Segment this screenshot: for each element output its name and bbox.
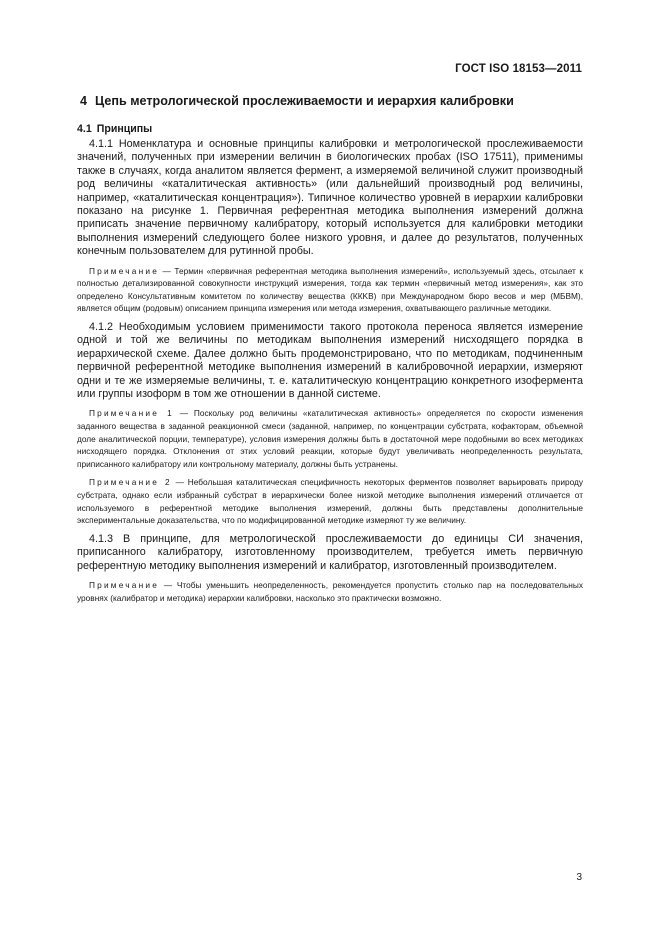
- note-text: — Небольшая каталитическая специфичность некоторых ферментов позволяет варьировать природу субстрата, однако если избранный субстрат в иерархически более низкой методике выполнения измерений отличается от используемого в референтной методике выполнения измерений, должны быть представлены дополнительные экспериментальные доказательства, что по модифицированной методике измеряют ту же величину.: [77, 477, 583, 526]
- note-text: — Чтобы уменьшить неопределенность, рекомендуется пропустить столько пар на последовательных уровнях (калибратор и методика) иерархии калибровки, насколько это практически возможно.: [77, 580, 583, 603]
- page-number: 3: [576, 872, 582, 883]
- note-text: — Поскольку род величины «каталитическая активность» определяется по скорости изменения заданного вещества в заданной реакционной смеси (заданной, например, по концентрации субстрата, кофакторам, объемной доле аналитической порции, температуре), условия измерения должны быть в достаточной мере подобными во всех методиках нисходящего порядка. Отклонения от этих условий реакции, которые будут увеличивать неопределенность результата, приписанного калибратору или контрольному материалу, должны быть устранены.: [77, 408, 584, 469]
- note-1: [77, 407, 583, 470]
- section-number: 4: [80, 94, 88, 108]
- paragraph-4-1-3: 4.1.3 В принципе, для метрологической прослеживаемости до единицы СИ значения, приписанного калибратору, изготовленному производителем, требуется иметь первичную референтную методику выполнения измерений и калибратор, изготовленный производителем.: [77, 532, 583, 572]
- note-text: — Термин «первичная референтная методика выполнения измерений», используемый здесь, отсылает к полностью детализированной совокупности инструкций измерения, тогда как термин «первичный метод измерения», как это определено Консультативным комитетом по количеству вещества (ККKB) при Международном бюро весов и мер (МБВМ), является общим (родовым) описанием принципа измерения или метода измерения, охватывающего различные методики.: [77, 265, 583, 314]
- paragraph-4-1-1: 4.1.1 Номенклатура и основные принципы калибровки и метрологической прослеживаемости значений, полученных при измерении величин в биологических пробах (ISO 17511), применимы также в случаях, когда аналитом является фермент, а измеряемой величиной служит производный род величины «каталитическая активность» (или дальнейший производный род величины, например, «каталитическая концентрация»). Типичное количество уровней в иерархии калибровки показано на рисунке 1. Первичная референтная методика выполнения измерений должна приписать значение первичному калибратору, который используется для калибровки методики выполнения измерений следующего более низкого уровня, и далее до результатов, полученных конечным пользователем для рутинной пробы.: [77, 138, 583, 258]
- note-label: Примечание: [89, 580, 160, 591]
- page-content: [77, 93, 583, 610]
- section-title: Цепь метрологической прослеживаемости и иерархия калибровки: [95, 94, 514, 108]
- section-heading: [80, 93, 583, 109]
- subsection-number: 4.1: [77, 123, 92, 135]
- subsection-title: Принципы: [96, 123, 153, 135]
- note-primary-method: [77, 265, 583, 315]
- paragraph-4-1-2: 4.1.2 Необходимым условием применимости такого протокола переноса является измерение одной и той же величины по методикам выполнения измерений нисходящего порядка в иерархической схеме. Далее должно быть продемонстрировано, что по методикам, подчиненным первичной референтной методике выполнения измерений в калибровочной иерархии, измеряют одни и те же измеряемые величины, т. е. каталитическую концентрацию конкретного изофермента или группы изоформ в том же отношении в данной системе.: [77, 321, 583, 401]
- subsection-heading: [77, 122, 583, 136]
- note-label: Примечание 1: [89, 408, 174, 419]
- document-id: ГОСТ ISO 18153—2011: [455, 63, 582, 75]
- note-label: Примечание 2: [89, 477, 172, 488]
- note-label: Примечание: [89, 265, 160, 276]
- note-uncertainty: [77, 579, 583, 604]
- note-2: [77, 476, 583, 526]
